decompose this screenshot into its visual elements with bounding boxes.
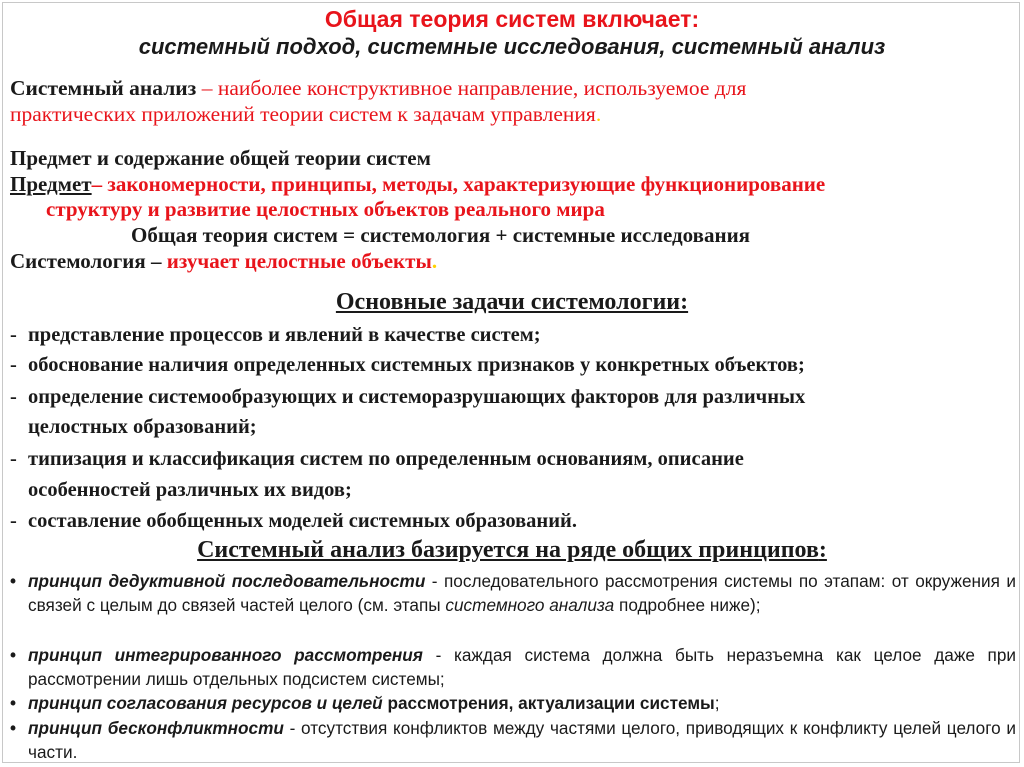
subject-dash: –	[91, 172, 108, 196]
subject-line1	[10, 171, 825, 197]
task-item-2	[10, 352, 805, 378]
task-item-1	[10, 322, 541, 348]
principle-text: рассмотрения, актуализации системы	[382, 693, 715, 713]
bullet-icon: •	[10, 645, 17, 665]
principle-tail: подробнее ниже);	[614, 595, 761, 615]
principle-text: - последовательного рассмотрения системы по этапам: от окружения и связей с целым до связей частей целого (см. этапы	[28, 571, 1016, 615]
principle-name: принцип бесконфликтности	[28, 718, 284, 738]
sa-dash: –	[196, 76, 218, 100]
task-item-3	[10, 384, 805, 410]
principles-heading-colon: :	[818, 537, 827, 563]
slide-subtitle: системный подход, системные исследования, системный анализ	[138, 34, 886, 59]
sa-term: Системный анализ	[10, 76, 197, 100]
principle-text: - каждая система должна быть неразъемна как целое даже при рассмотрении лишь отдельных подсистем системы;	[28, 645, 1017, 689]
bullet-icon: •	[10, 718, 17, 738]
task-text: определение системообразующих и системоразрушающих факторов для различных	[28, 386, 806, 408]
bullet-icon: •	[10, 693, 17, 713]
principle-italic: системного анализа	[445, 595, 615, 615]
sa-definition-line2	[10, 101, 601, 127]
principle-text: - отсутствия конфликтов между частями целого, приводящих к конфликту целей целого и части.	[28, 718, 1016, 762]
subject-heading: Предмет и содержание общей теории систем	[10, 146, 431, 170]
task-dash: -	[10, 510, 17, 532]
subject-def-line1: закономерности, принципы, методы, характеризующие функционирование	[107, 172, 826, 196]
subject-def-line2: структуру и развитие целостных объектов реального мира	[46, 197, 605, 221]
tasks-heading: Основные задачи системологии:	[335, 289, 689, 315]
task-item-4-cont: особенностей различных их видов;	[28, 479, 352, 501]
principles-heading-text: Системный анализ базируется на ряде общих принципов	[197, 537, 819, 563]
principle-tail: ;	[714, 693, 720, 713]
sa-definition-line1	[10, 75, 746, 101]
task-text: типизация и классификация систем по определенным основаниям, описание	[28, 448, 744, 470]
slide-title: Общая теория систем включает:	[324, 6, 700, 32]
systemology-dot: .	[431, 249, 438, 273]
task-item-5	[10, 508, 577, 534]
sa-def-line2: практических приложений теории систем к задачам управления	[10, 102, 596, 126]
sa-end-dot: .	[595, 102, 602, 126]
principle-item-2	[10, 643, 1016, 691]
subject-term: Предмет	[10, 172, 92, 196]
bullet-icon: •	[10, 571, 17, 591]
principle-name: принцип интегрированного рассмотрения	[28, 645, 423, 665]
equation: Общая теория систем = системология + системные исследования	[131, 223, 751, 247]
task-text: представление процессов и явлений в качестве систем;	[28, 324, 541, 346]
task-text: составление обобщенных моделей системных образований.	[28, 510, 577, 532]
systemology-line	[10, 248, 437, 274]
principles-heading	[0, 536, 1024, 564]
task-item-4	[10, 446, 744, 472]
principle-item-3	[10, 691, 1016, 715]
sa-def-line1: наиболее конструктивное направление, используемое для	[217, 76, 747, 100]
systemology-term: Системология –	[10, 249, 167, 273]
principle-name: принцип согласования ресурсов и целей	[28, 693, 383, 713]
principle-item-1	[10, 569, 1016, 617]
systemology-def: изучает целостные объекты	[166, 249, 432, 273]
task-dash: -	[10, 354, 17, 376]
task-dash: -	[10, 448, 17, 470]
task-dash: -	[10, 324, 17, 346]
task-text: обоснование наличия определенных системных признаков у конкретных объектов;	[28, 354, 805, 376]
task-item-3-cont: целостных образований;	[28, 416, 257, 438]
principle-name: принцип дедуктивной последовательности	[28, 571, 426, 591]
principle-item-4	[10, 716, 1016, 764]
task-dash: -	[10, 386, 17, 408]
